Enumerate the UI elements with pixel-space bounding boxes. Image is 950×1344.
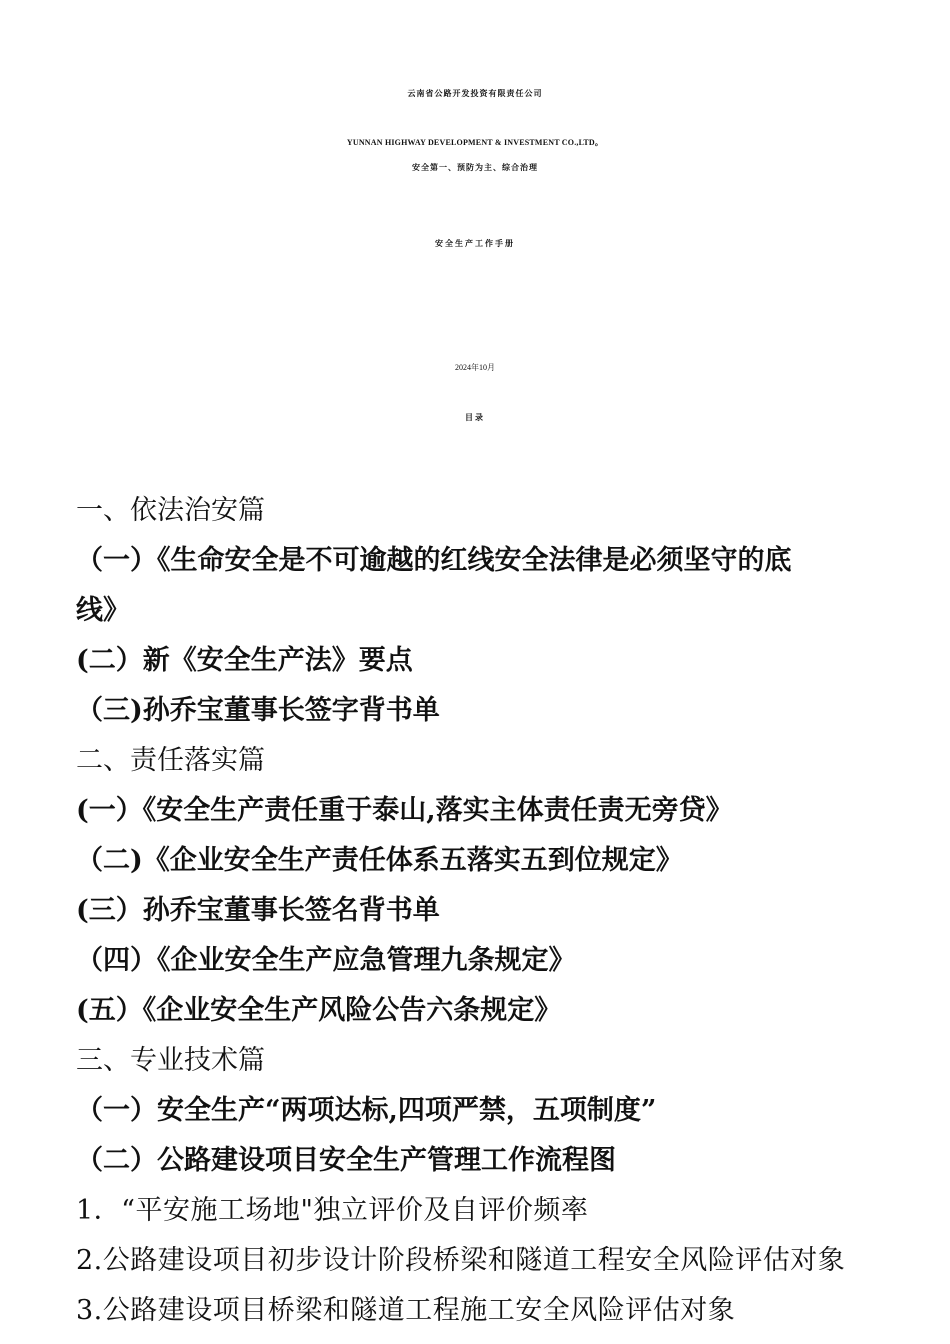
toc-section-3: 三、专业技术篇 bbox=[76, 1045, 265, 1076]
toc-item-3-2: （二）公路建设项目安全生产管理工作流程图 bbox=[76, 1145, 616, 1176]
publish-date: 2024年10月 bbox=[455, 363, 495, 372]
toc-item-1-2: (二）新《安全生产法》要点 bbox=[76, 645, 413, 676]
toc-item-2-1: (一）《安全生产责任重于泰山,落实主体责任责无旁贷》 bbox=[76, 795, 733, 826]
toc-item-3-1: （一）安全生产“两项达标,四项严禁，五项制度” bbox=[76, 1095, 657, 1126]
toc-section-1: 一、依法治安篇 bbox=[76, 495, 265, 526]
manual-title: 安全生产工作手册 bbox=[435, 238, 515, 248]
toc-section-2: 二、责任落实篇 bbox=[76, 745, 265, 776]
toc-item-2-4: （四）《企业安全生产应急管理九条规定》 bbox=[76, 945, 576, 976]
toc-heading: 目录 bbox=[465, 412, 485, 422]
company-name-cn: 云南省公路开发投资有限责任公司 bbox=[407, 88, 543, 98]
safety-slogan: 安全第一、预防为主、综合治理 bbox=[412, 162, 538, 172]
toc-item-2-5: (五）《企业安全生产风险公告六条规定》 bbox=[76, 995, 562, 1026]
toc-subitem-1: 1．“平安施工场地"独立评价及自评价频率 bbox=[76, 1195, 589, 1226]
toc-subitem-2: 2.公路建设项目初步设计阶段桥梁和隧道工程安全风险评估对象 bbox=[76, 1245, 846, 1276]
toc-item-1-1: （一）《生命安全是不可逾越的红线安全法律是必须坚守的底 bbox=[76, 545, 792, 576]
toc-item-1-1-cont: 线》 bbox=[76, 595, 130, 626]
toc-item-2-3: (三）孙乔宝董事长签名背书单 bbox=[76, 895, 440, 926]
company-name-en: YUNNAN HIGHWAY DEVELOPMENT & INVESTMENT CO.,LTD。 bbox=[346, 138, 604, 147]
toc-item-2-2: （二)《企业安全生产责任体系五落实五到位规定》 bbox=[76, 845, 683, 876]
toc-subitem-3: 3.公路建设项目桥梁和隧道工程施工安全风险评估对象 bbox=[76, 1295, 736, 1326]
toc-item-1-3: （三)孙乔宝董事长签字背书单 bbox=[76, 695, 440, 726]
